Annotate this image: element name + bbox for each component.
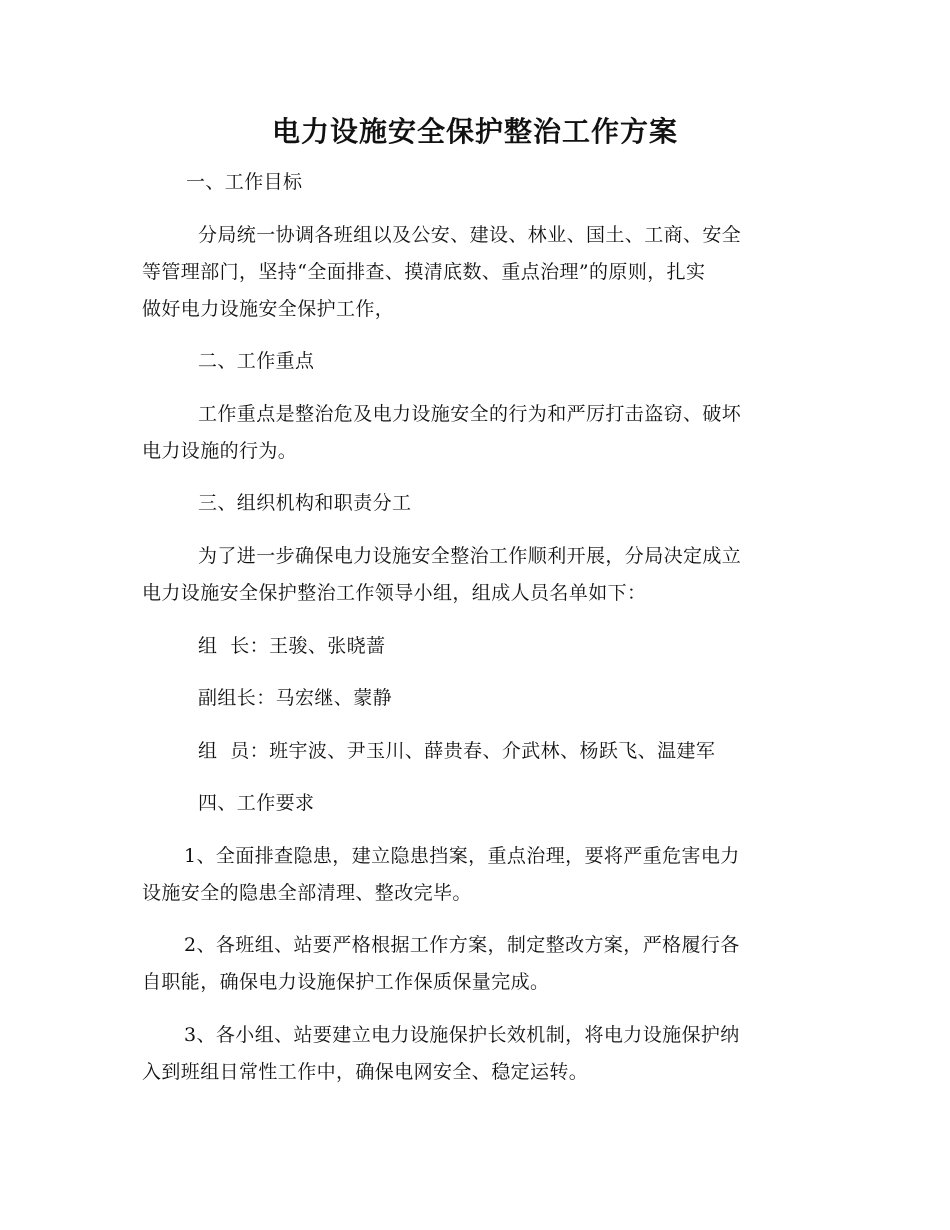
requirement-item-1: [142, 838, 808, 912]
requirement-line: 入到班组日常性工作中，确保电网安全、稳定运转。: [142, 1061, 589, 1083]
section-heading-focus: [142, 343, 808, 380]
member-text: 组 长：王骏、张晓蔷: [198, 635, 386, 657]
requirement-line: 2、各班组、站要严格根据工作方案，制定整改方案，严格履行各: [184, 934, 740, 956]
paragraph-line: 做好电力设施安全保护工作，: [142, 298, 395, 320]
document-title: 电力设施安全保护整治工作方案: [271, 115, 678, 148]
paragraph-focus: [142, 396, 808, 470]
section-heading-text: 四、工作要求: [198, 792, 315, 814]
paragraph-line: 电力设施安全保护整治工作领导小组，组成人员名单如下：: [142, 582, 647, 604]
member-line-members: [142, 733, 808, 770]
paragraph-line: 等管理部门，坚持“全面排查、摸清底数、重点治理”的原则，扎实: [142, 261, 706, 283]
member-line-leaders: [142, 628, 808, 665]
section-heading-text: 二、工作重点: [198, 350, 315, 372]
requirement-item-2: [142, 927, 808, 1001]
paragraph-organization: [142, 538, 808, 612]
requirement-line: 设施安全的隐患全部清理、整改完毕。: [142, 882, 472, 904]
paragraph-line: 工作重点是整治危及电力设施安全的行为和严厉打击盗窃、破坏: [198, 403, 742, 425]
requirement-line: 自职能，确保电力设施保护工作保质保量完成。: [142, 971, 550, 993]
requirement-item-3: [142, 1017, 808, 1091]
section-heading-text: 三、组织机构和职责分工: [198, 492, 412, 514]
section-heading-text: 一、工作目标: [186, 171, 303, 193]
requirement-line: 1、全面排查隐患，建立隐患挡案，重点治理，要将严重危害电力: [184, 845, 740, 867]
paragraph-line: 为了进一步确保电力设施安全整治工作顺利开展，分局决定成立: [198, 545, 742, 567]
member-line-deputies: [142, 680, 808, 717]
paragraph-goals: [142, 217, 808, 328]
section-heading-goals: [142, 164, 808, 201]
requirement-line: 3、各小组、站要建立电力设施保护长效机制，将电力设施保护纳: [184, 1024, 740, 1046]
member-text: 组 员：班宇波、尹玉川、薛贵春、介武林、杨跃飞、温建军: [198, 740, 716, 762]
member-text: 副组长：马宏继、蒙静: [198, 687, 393, 709]
paragraph-line: 分局统一协调各班组以及公安、建设、林业、国土、工商、安全: [198, 224, 742, 246]
section-heading-organization: [142, 485, 808, 522]
section-heading-requirements: [142, 785, 808, 822]
paragraph-line: 电力设施的行为。: [142, 440, 298, 462]
